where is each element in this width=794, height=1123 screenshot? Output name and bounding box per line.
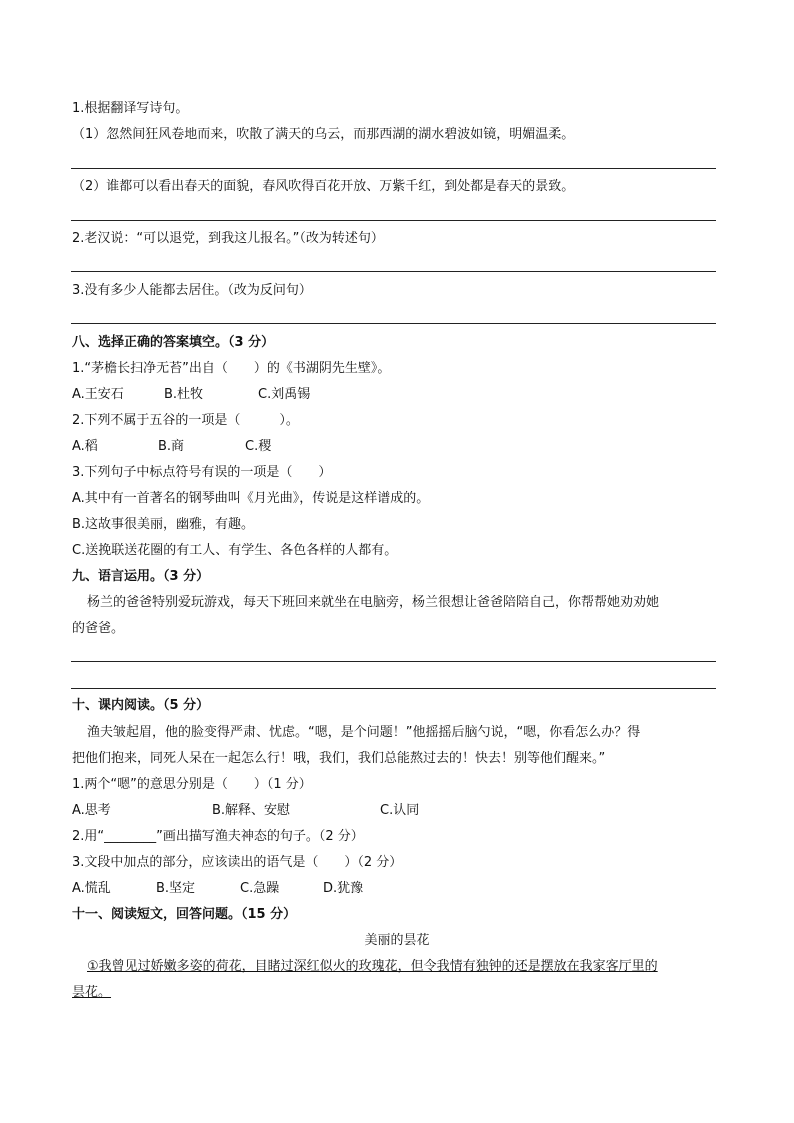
q9-text-line1: 杨兰的爸爸特别爱玩游戏，每天下班回来就坐在电脑旁，杨兰很想让爸爸陪陪自己，你帮帮她劝劝她 xyxy=(87,595,660,610)
q7-1-1-translation: （1）忽然间狂风卷地而来，吹散了满天的乌云，而那西湖的湖水碧波如镜，明媚温柔。 xyxy=(72,127,575,142)
answer-line xyxy=(71,168,716,169)
option-b: B.坚定 xyxy=(156,881,196,896)
essay-title: 美丽的昙花 xyxy=(364,933,430,948)
q8-3-option-c: C.送挽联送花圈的有工人、有学生、各色各样的人都有。 xyxy=(72,543,398,558)
q10-1-prompt: 1.两个“嗯”的意思分别是（ ）（1 分） xyxy=(72,777,312,792)
answer-line xyxy=(71,323,716,324)
option-b: B.商 xyxy=(158,439,185,454)
option-a: A.稻 xyxy=(72,439,98,454)
answer-line xyxy=(71,271,716,272)
essay-para1-line1: ①我曾见过娇嫩多姿的荷花，目睹过深红似火的玫瑰花，但令我情有独钟的还是摆放在我家客厅里的 xyxy=(87,959,658,974)
answer-line xyxy=(71,661,716,662)
option-a: A.思考 xyxy=(72,803,111,818)
q8-1-prompt: 1.“茅檐长扫净无苔”出自（ ）的《书湖阴先生壁》。 xyxy=(72,361,391,376)
section-9-heading: 九、语言运用。（3 分） xyxy=(72,569,210,584)
option-c: C.急躁 xyxy=(240,881,280,896)
q8-3-option-a: A.其中有一首著名的钢琴曲叫《月光曲》，传说是这样谱成的。 xyxy=(72,491,430,506)
q8-3-prompt: 3.下列句子中标点符号有误的一项是（ ） xyxy=(72,465,332,480)
q10-passage-line1: 渔夫皱起眉，他的脸变得严肃、忧虑。“嗯，是个问题！”他摇摇后脑勺说，“嗯，你看怎么办？得 xyxy=(87,725,641,740)
option-c: C.刘禹锡 xyxy=(258,387,311,402)
option-c: C.稷 xyxy=(245,439,272,454)
essay-para1-line2: 昙花。 xyxy=(72,985,112,1000)
q10-1-options xyxy=(72,802,419,820)
option-a: A.慌乱 xyxy=(72,881,111,896)
q10-3-options xyxy=(72,880,363,898)
q8-1-options xyxy=(72,386,310,404)
q8-3-option-b: B.这故事很美丽，幽雅，有趣。 xyxy=(72,517,255,532)
option-b: B.杜牧 xyxy=(164,387,204,402)
option-d: D.犹豫 xyxy=(323,881,364,896)
q7-1-prompt: 1.根据翻译写诗句。 xyxy=(72,101,189,116)
option-c: C.认同 xyxy=(380,803,420,818)
option-b: B.解释、安慰 xyxy=(212,803,291,818)
q7-2-prompt: 2.老汉说：“可以退党，到我这儿报名。”（改为转述句） xyxy=(72,231,384,246)
answer-line xyxy=(71,220,716,221)
q10-3-prompt: 3.文段中加点的部分，应该读出的语气是（ ）（2 分） xyxy=(72,855,403,870)
option-a: A.王安石 xyxy=(72,387,124,402)
section-8-heading: 八、选择正确的答案填空。（3 分） xyxy=(72,335,275,350)
q7-3-prompt: 3.没有多少人能都去居住。（改为反问句） xyxy=(72,283,312,298)
section-11-heading: 十一、阅读短文，回答问题。（15 分） xyxy=(72,907,297,922)
section-10-heading: 十、课内阅读。（5 分） xyxy=(72,698,210,713)
q8-2-prompt: 2.下列不属于五谷的一项是（ ）。 xyxy=(72,413,299,428)
q8-2-options xyxy=(72,438,271,456)
q7-1-2-translation: （2）谁都可以看出春天的面貌，春风吹得百花开放、万紫千红，到处都是春天的景致。 xyxy=(72,179,575,194)
answer-line xyxy=(71,688,716,689)
q10-2-prompt: 2.用“________”画出描写渔夫神态的句子。（2 分） xyxy=(72,829,364,844)
q9-text-line2: 的爸爸。 xyxy=(72,621,125,636)
q10-passage-line2: 把他们抱来，同死人呆在一起怎么行！哦，我们，我们总能熬过去的！快去！别等他们醒来。” xyxy=(72,751,606,766)
